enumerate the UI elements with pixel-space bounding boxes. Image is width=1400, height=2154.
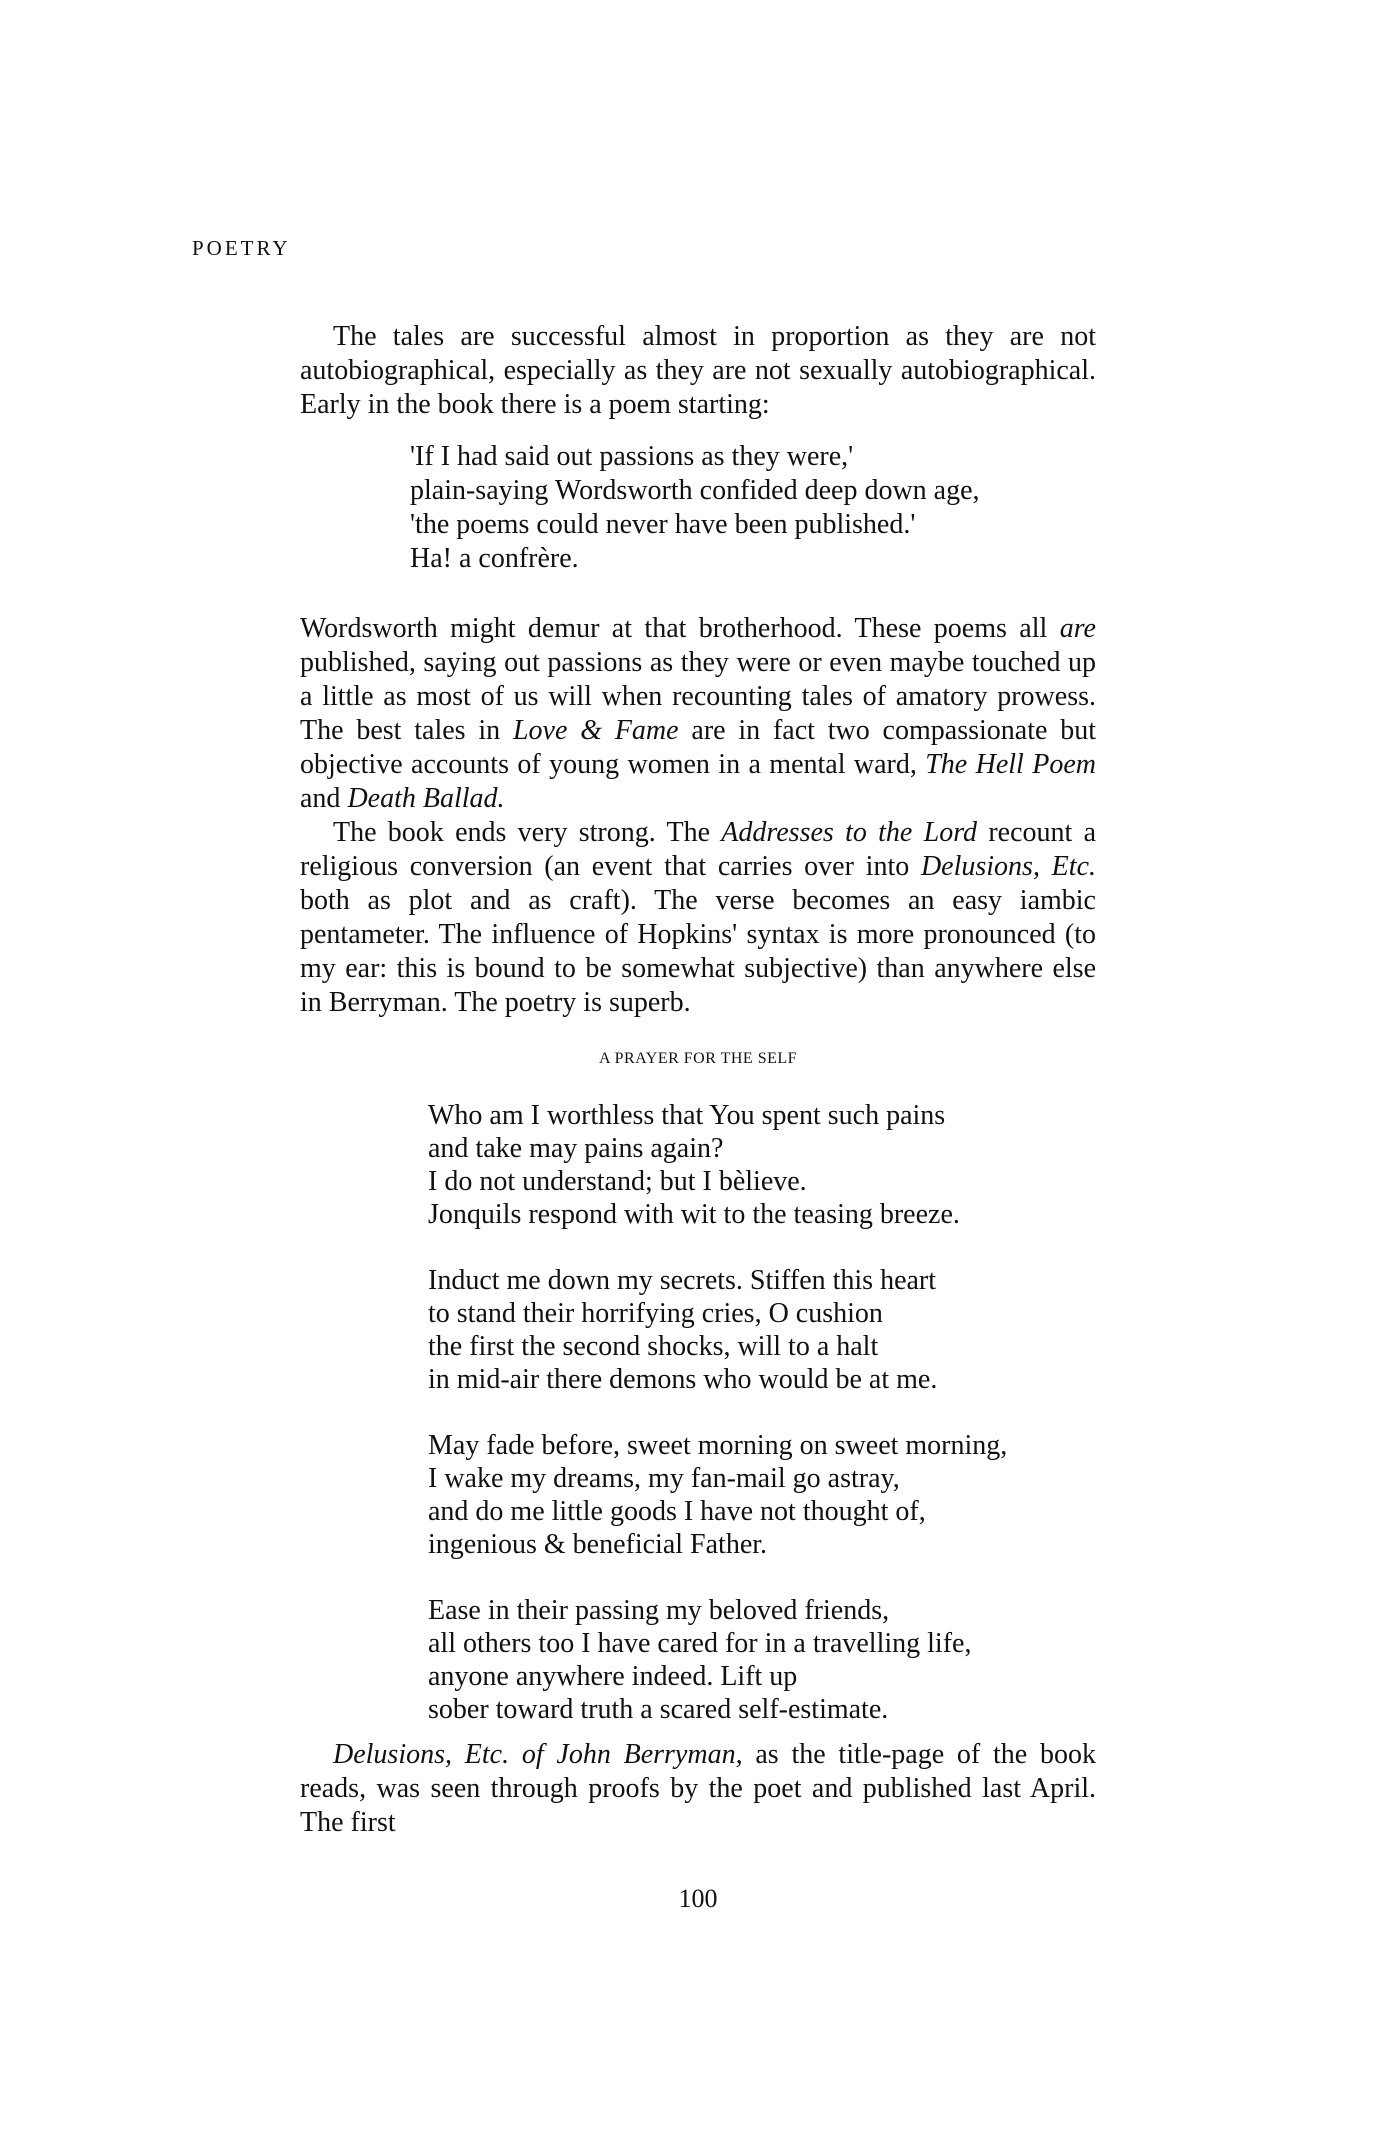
- stanza: [428, 1264, 1007, 1396]
- paragraph-closing: [300, 1738, 1096, 1840]
- poem-line: Ease in their passing my beloved friends,: [428, 1595, 890, 1626]
- book-title: Delusions, Etc. of John Berryman,: [333, 1739, 743, 1770]
- text-run: The book ends very strong. The: [333, 817, 722, 848]
- book-title: Delusions, Etc.: [920, 851, 1096, 882]
- stanza: [428, 1099, 1007, 1231]
- text-run: as the title-page of the book reads, was seen through proofs by the poet and published last April. The first: [300, 1739, 1096, 1838]
- poem-line: all others too I have cared for in a travelling life,: [428, 1628, 972, 1659]
- poem-line: to stand their horrifying cries, O cushion: [428, 1298, 883, 1329]
- quote-line: 'If I had said out passions as they were,': [410, 441, 854, 472]
- quote-line: 'the poems could never have been published.': [410, 509, 916, 540]
- page-number: 100: [678, 1884, 718, 1913]
- text-run: published, saying out passions as they were or even maybe touched up a little as most of us will when recounting tales of amatory prowess. The best tales in: [300, 647, 1096, 746]
- paragraph-intro: [300, 320, 1096, 422]
- poem-line: sober toward truth a scared self-estimate.: [428, 1694, 889, 1725]
- paragraph-text: [300, 816, 1096, 1020]
- poem-line: anyone anywhere indeed. Lift up: [428, 1661, 798, 1692]
- stanza: [428, 1429, 1007, 1561]
- poem-line: in mid-air there demons who would be at me.: [428, 1364, 938, 1395]
- stanza: [428, 1594, 1007, 1726]
- paragraph-text: [300, 612, 1096, 816]
- quote-line: plain-saying Wordsworth confided deep down age,: [410, 475, 980, 506]
- poem-line: ingenious & beneficial Father.: [428, 1529, 768, 1560]
- poem-line: Induct me down my secrets. Stiffen this heart: [428, 1265, 937, 1296]
- poem-line: the first the second shocks, will to a halt: [428, 1331, 879, 1362]
- paragraph-commentary: [300, 612, 1096, 1020]
- book-title: Love & Fame: [512, 715, 679, 746]
- poem-title-ref: The Hell Poem: [925, 749, 1096, 780]
- text-run: and: [300, 783, 348, 814]
- block-quote: [410, 440, 980, 576]
- paragraph-text: The tales are successful almost in proportion as they are not autobiographical, especially as they are not sexually autobiographical. Early in the book there is a poem starting:: [300, 321, 1096, 420]
- poem-line: Jonquils respond with wit to the teasing breeze.: [428, 1199, 960, 1230]
- poem: [428, 1099, 1007, 1759]
- poem-line: I wake my dreams, my fan-mail go astray,: [428, 1463, 900, 1494]
- poem-title-ref: Addresses to the Lord: [721, 817, 978, 848]
- text-run: both as plot and as craft). The verse becomes an easy iambic pentameter. The influence of Hopkins' syntax is more pronounced (to my ear: this is bound to be somewhat subjective) than anywhere else in Berryman. The poetry is superb.: [300, 885, 1096, 1018]
- paragraph-text: [300, 1738, 1096, 1840]
- poem-line: and do me little goods I have not thought of,: [428, 1496, 926, 1527]
- running-head: POETRY: [192, 236, 291, 260]
- italic-run: are: [1059, 613, 1096, 644]
- poem-title: A PRAYER FOR THE SELF: [598, 1050, 798, 1067]
- poem-line: and take may pains again?: [428, 1133, 724, 1164]
- quote-line: Ha! a confrère.: [410, 543, 579, 574]
- poem-line: May fade before, sweet morning on sweet morning,: [428, 1430, 1008, 1461]
- text-run: recount a religious conversion (an event that carries over into: [300, 817, 1097, 882]
- text-run: Wordsworth might demur at that brotherhood. These poems all: [300, 613, 1060, 644]
- poem-line: Who am I worthless that You spent such pains: [428, 1100, 946, 1131]
- text-run: are in fact two compassionate but objective accounts of young women in a mental ward,: [300, 715, 1096, 780]
- poem-line: I do not understand; but I bèlieve.: [428, 1166, 807, 1197]
- poem-title-ref: Death Ballad.: [347, 783, 505, 814]
